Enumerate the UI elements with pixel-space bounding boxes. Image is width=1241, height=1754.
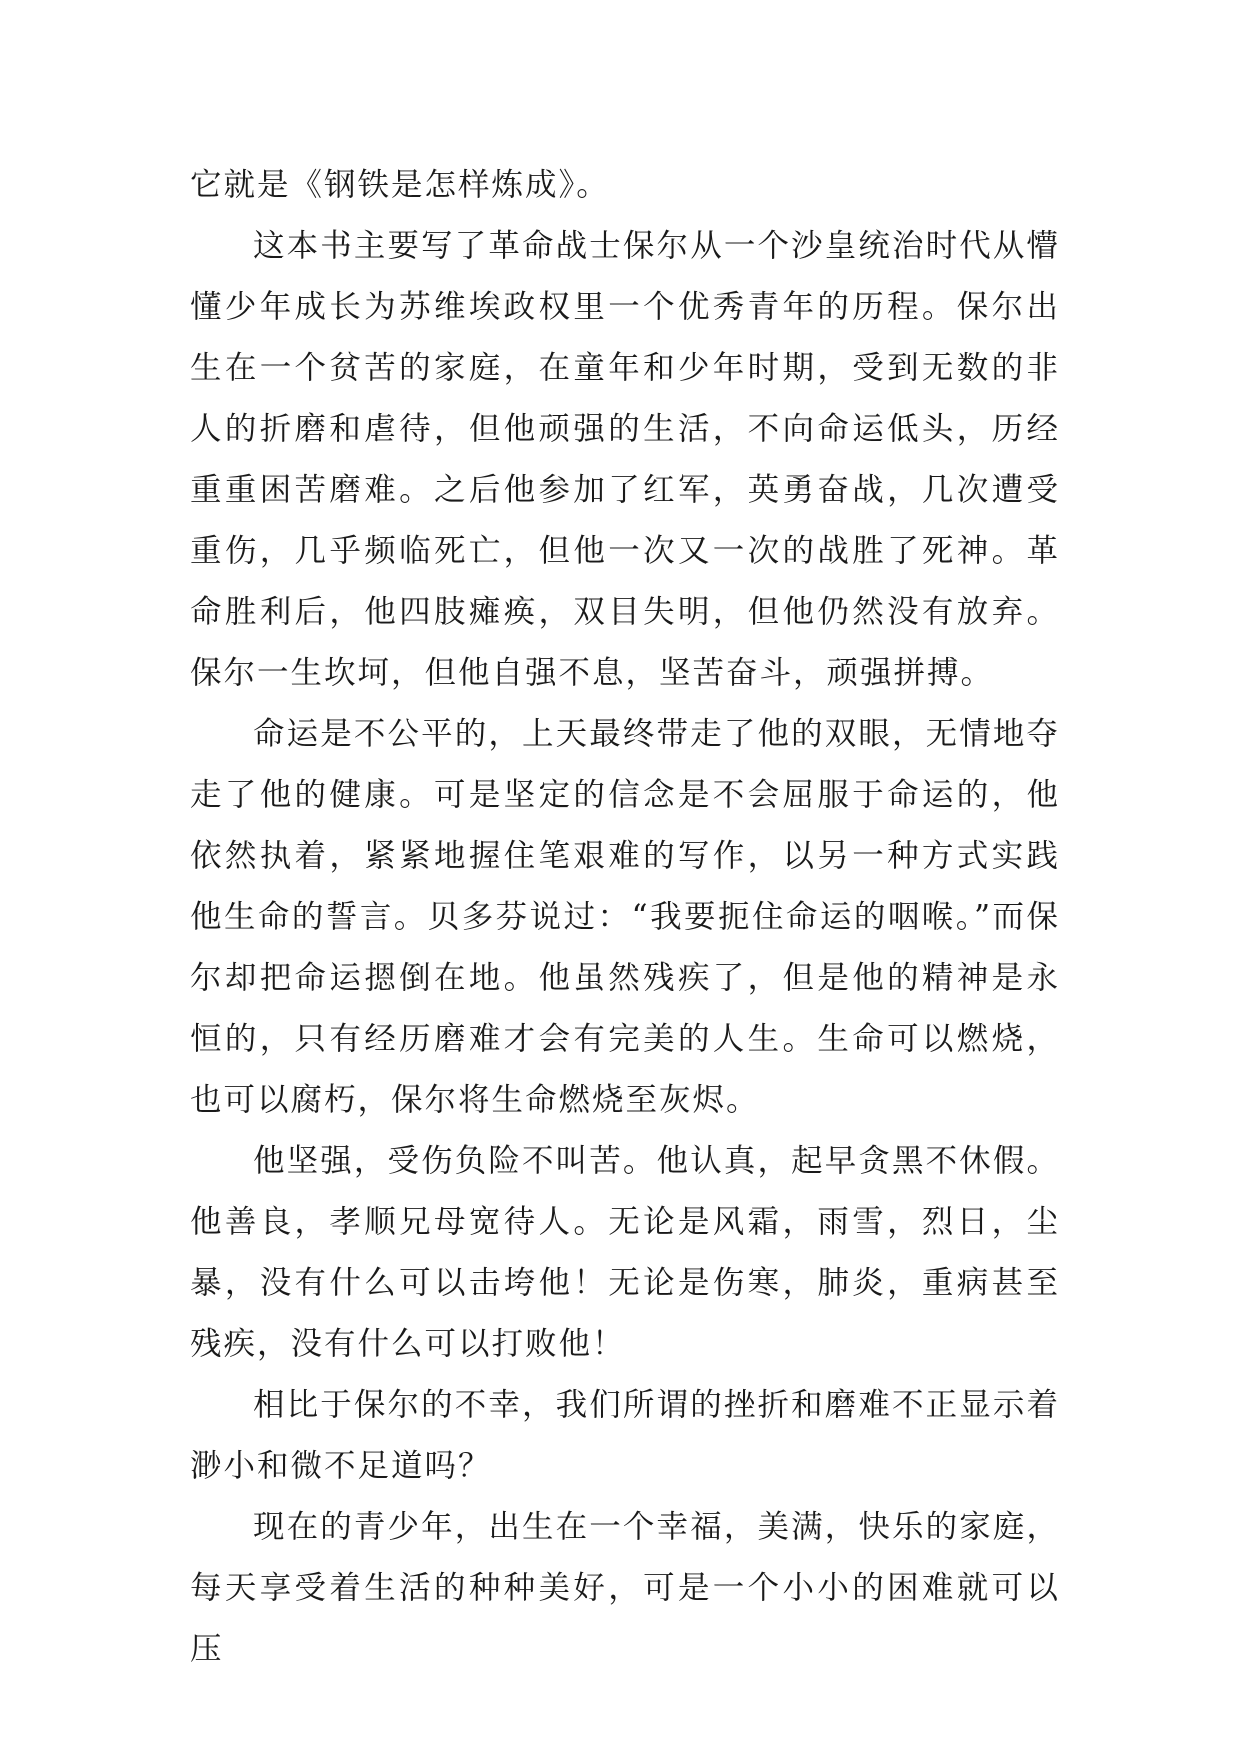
paragraph-6: 现在的青少年，出生在一个幸福，美满，快乐的家庭，每天享受着生活的种种美好，可是一个小小的困难就可以压 <box>190 1509 1060 1667</box>
paragraph-4: 他坚强，受伤负险不叫苦。他认真，起早贪黑不休假。他善良，孝顺兄母宽待人。无论是风霜，雨雪，烈日，尘暴，没有什么可以击垮他！无论是伤寒，肺炎，重病甚至残疾，没有什么可以打败他！ <box>190 1143 1060 1362</box>
paragraph-2: 这本书主要写了革命战士保尔从一个沙皇统治时代从懵懂少年成长为苏维埃政权里一个优秀青年的历程。保尔出生在一个贫苦的家庭，在童年和少年时期，受到无数的非人的折磨和虐待，但他顽强的生活，不向命运低头，历经重重困苦磨难。之后他参加了红军，英勇奋战，几次遭受重伤，几乎频临死亡，但他一次又一次的战胜了死神。革命胜利后，他四肢瘫痪，双目失明，但他仍然没有放弃。保尔一生坎坷，但他自强不息，坚苦奋斗，顽强拼搏。 <box>190 228 1060 691</box>
paragraph-5: 相比于保尔的不幸，我们所谓的挫折和磨难不正显示着渺小和微不足道吗？ <box>190 1387 1060 1484</box>
paragraph-3: 命运是不公平的，上天最终带走了他的双眼，无情地夺走了他的健康。可是坚定的信念是不会屈服于命运的，他依然执着，紧紧地握住笔艰难的写作，以另一种方式实践他生命的誓言。贝多芬说过：“我要扼住命运的咽喉。”而保尔却把命运摁倒在地。他虽然残疾了，但是他的精神是永恒的，只有经历磨难才会有完美的人生。生命可以燃烧，也可以腐朽，保尔将生命燃烧至灰烬。 <box>190 716 1060 1118</box>
document-body <box>190 155 1060 1680</box>
paragraph-1: 它就是《钢铁是怎样炼成》。 <box>190 167 610 203</box>
